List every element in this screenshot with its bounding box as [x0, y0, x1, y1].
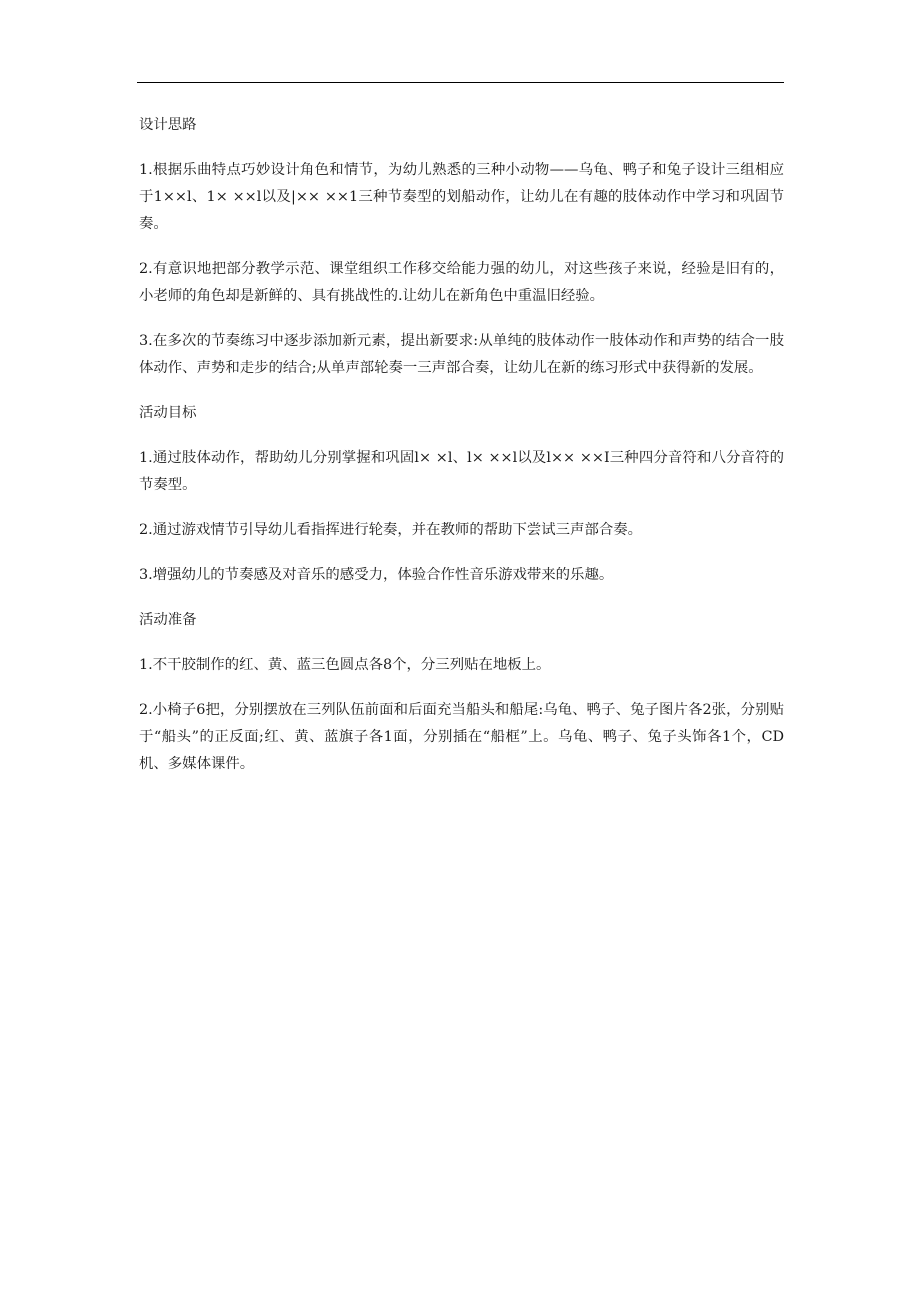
paragraph: 1.根据乐曲特点巧妙设计角色和情节，为幼儿熟悉的三种小动物——乌龟、鸭子和兔子设计三组相应于1××l、1× ××l以及|×× ××1三种节奏型的划船动作，让幼儿在有趣的肢体动作中学习和巩固节奏。 — [139, 162, 784, 232]
paragraph: 1.不干胶制作的红、黄、蓝三色圆点各8个，分三列贴在地板上。 — [139, 657, 551, 673]
paragraph: 2.小椅子6把，分别摆放在三列队伍前面和后面充当船头和船尾:乌龟、鸭子、兔子图片各2张，分别贴于“船头”的正反面;红、黄、蓝旗子各1面，分别插在“船框”上。乌龟、鸭子、兔子头饰各1个，CD机、多媒体课件。 — [139, 702, 784, 772]
paragraph: 2.通过游戏情节引导幼儿看指挥进行轮奏，并在教师的帮助下尝试三声部合奏。 — [139, 522, 643, 538]
section-heading: 活动目标 — [139, 405, 197, 421]
paragraph: 1.通过肢体动作，帮助幼儿分别掌握和巩固l× ×l、l× ××l以及l×× ××I三种四分音符和八分音符的节奏型。 — [139, 450, 784, 493]
section-design-ideas — [139, 112, 784, 382]
header-rule — [137, 82, 784, 83]
section-heading: 活动准备 — [139, 612, 197, 628]
section-activity-goals — [139, 400, 784, 589]
paragraph: 2.有意识地把部分教学示范、课堂组织工作移交给能力强的幼儿，对这些孩子来说，经验是旧有的，小老师的角色却是新鲜的、具有挑战性的.让幼儿在新角色中重温旧经验。 — [139, 261, 784, 304]
section-activity-preparation — [139, 607, 784, 778]
paragraph: 3.增强幼儿的节奏感及对音乐的感受力，体验合作性音乐游戏带来的乐趣。 — [139, 567, 614, 583]
document-body — [139, 112, 784, 796]
paragraph: 3.在多次的节奏练习中逐步添加新元素，提出新要求:从单纯的肢体动作一肢体动作和声势的结合一肢体动作、声势和走步的结合;从单声部轮奏一三声部合奏，让幼儿在新的练习形式中获得新的发展。 — [139, 333, 784, 376]
section-heading: 设计思路 — [139, 117, 197, 133]
